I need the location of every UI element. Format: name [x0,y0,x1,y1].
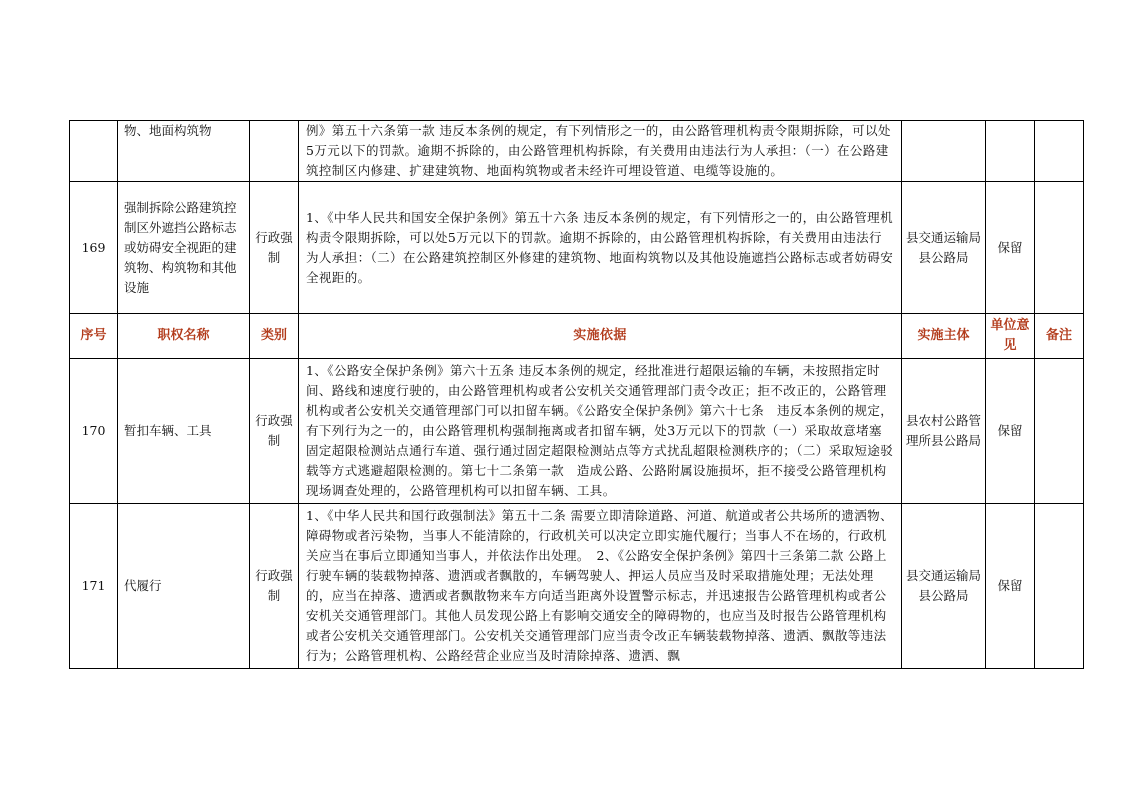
remarks [1035,359,1084,504]
header-opinion: 单位意见 [986,314,1035,359]
row-number: 169 [70,182,118,314]
unit-opinion: 保留 [986,359,1035,504]
category: 行政强制 [250,182,299,314]
legal-basis: 1、《公路安全保护条例》第六十五条 违反本条例的规定，经批准进行超限运输的车辆，未按照指定时间、路线和速度行驶的，由公路管理机构或者公安机关交通管理部门责令改正；拒不改正的，公路管理机构或者公安机关交通管理部门可以扣留车辆。《公路安全保护条例》第六十七条 违反本条例的规定，有下列行为之一的，由公路管理机构强制拖离或者扣留车辆，处3万元以下的罚款（一）采取故意堵塞固定超限检测站点通行车道、强行通过固定超限检测站点等方式扰乱超限检测秩序的；（二）采取短途驳载等方式逃避超限检测的。第七十二条第一款 造成公路、公路附属设施损坏，拒不接受公路管理机构现场调查处理的，公路管理机构可以扣留车辆、工具。 [299,359,902,504]
remarks [1035,504,1084,669]
remarks [1035,121,1084,182]
header-body: 实施主体 [902,314,986,359]
authority-table [69,120,1084,669]
header-basis: 实施依据 [299,314,902,359]
authority-name: 物、地面构筑物 [118,121,250,182]
header-note: 备注 [1035,314,1084,359]
header-name: 职权名称 [118,314,250,359]
remarks [1035,182,1084,314]
authority-name: 代履行 [118,504,250,669]
row-number: 170 [70,359,118,504]
implementing-body [902,121,986,182]
unit-opinion [986,121,1035,182]
table-row [70,121,1084,182]
implementing-body: 县交通运输局县公路局 [902,182,986,314]
category [250,121,299,182]
table-row [70,504,1084,669]
implementing-body: 县农村公路管理所县公路局 [902,359,986,504]
category: 行政强制 [250,359,299,504]
header-number: 序号 [70,314,118,359]
table-header [70,314,1084,359]
authority-name: 强制拆除公路建筑控制区外遮挡公路标志或妨碍安全视距的建筑物、构筑物和其他设施 [118,182,250,314]
legal-basis: 1、《中华人民共和国安全保护条例》第五十六条 违反本条例的规定，有下列情形之一的，由公路管理机构责令限期拆除，可以处5万元以下的罚款。逾期不拆除的，由公路管理机构拆除，有关费用由违法行为人承担：（二）在公路建筑控制区外修建的建筑物、地面构筑物以及其他设施遮挡公路标志或者妨碍安全视距的。 [299,182,902,314]
implementing-body: 县交通运输局县公路局 [902,504,986,669]
category: 行政强制 [250,504,299,669]
legal-basis: 1、《中华人民共和国行政强制法》第五十二条 需要立即清除道路、河道、航道或者公共场所的遗洒物、障碍物或者污染物，当事人不能清除的，行政机关可以决定立即实施代履行；当事人不在场的，行政机关应当在事后立即通知当事人，并依法作出处理。 2、《公路安全保护条例》第四十三条第二款 公路上行驶车辆的装载物掉落、遗洒或者飘散的，车辆驾驶人、押运人员应当及时采取措施处理；无法处理的，应当在掉落、遗洒或者飘散物来车方向适当距离外设置警示标志，并迅速报告公路管理机构或者公安机关交通管理部门。其他人员发现公路上有影响交通安全的障碍物的，也应当及时报告公路管理机构或者公安机关交通管理部门。公安机关交通管理部门应当责令改正车辆装载物掉落、遗洒、飘散等违法行为；公路管理机构、公路经营企业应当及时清除掉落、遗洒、飘 [299,504,902,669]
authority-name: 暂扣车辆、工具 [118,359,250,504]
table-row [70,182,1084,314]
unit-opinion: 保留 [986,504,1035,669]
legal-basis: 例》第五十六条第一款 违反本条例的规定，有下列情形之一的，由公路管理机构责令限期拆除，可以处5万元以下的罚款。逾期不拆除的，由公路管理机构拆除，有关费用由违法行为人承担：（一）在公路建筑控制区内修建、扩建建筑物、地面构筑物或者未经许可埋设管道、电缆等设施的。 [299,121,902,182]
header-type: 类别 [250,314,299,359]
row-number: 171 [70,504,118,669]
table-row [70,359,1084,504]
unit-opinion: 保留 [986,182,1035,314]
row-number [70,121,118,182]
